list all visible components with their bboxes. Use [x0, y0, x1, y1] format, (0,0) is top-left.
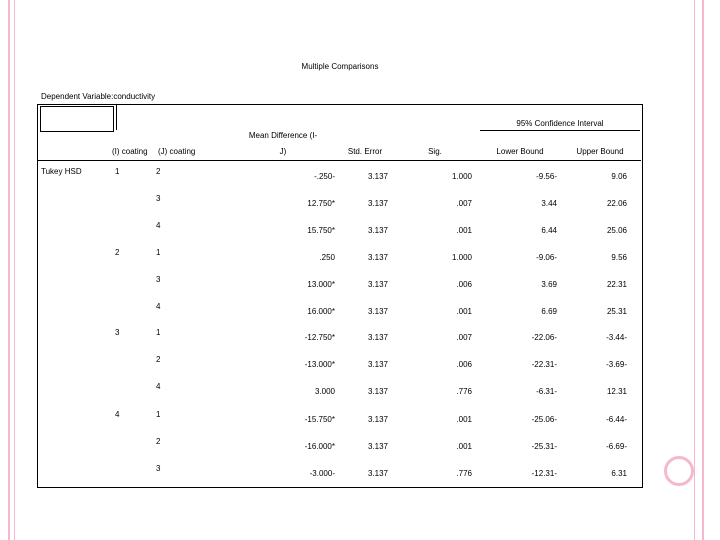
cell-ub: 9.06 — [611, 172, 627, 181]
cell-ub: 9.56 — [611, 253, 627, 262]
cell-ub: -6.69- — [606, 442, 627, 451]
cell-md: 16.000* — [307, 307, 335, 316]
cell-ub: 22.31 — [606, 280, 627, 289]
header-mean-diff-2: J) — [279, 147, 287, 156]
cell-ub: -6.44- — [606, 415, 627, 424]
cell-ub: 6.31 — [611, 469, 627, 478]
j-coating-value: 4 — [156, 382, 161, 391]
header-upper-bound: Upper Bound — [576, 147, 624, 156]
cell-lb: -9.56- — [536, 172, 557, 181]
j-coating-value: 3 — [156, 194, 161, 203]
cell-se: 3.137 — [367, 280, 388, 289]
cell-md: -12.750* — [304, 333, 335, 342]
cell-sig: .776 — [456, 387, 472, 396]
cell-lb: 6.44 — [541, 226, 557, 235]
table-frame — [37, 104, 643, 488]
cell-ub: 12.31 — [606, 387, 627, 396]
cell-se: 3.137 — [367, 387, 388, 396]
cell-sig: 1.000 — [451, 253, 472, 262]
cell-ub: -3.44- — [606, 333, 627, 342]
cell-se: 3.137 — [367, 307, 388, 316]
header-divider — [116, 105, 117, 130]
header-ci: 95% Confidence Interval — [516, 119, 604, 128]
cell-lb: -25.31- — [531, 442, 557, 451]
method-label: Tukey HSD — [41, 167, 82, 176]
header-lower-bound: Lower Bound — [496, 147, 544, 156]
cell-ub: 22.06 — [606, 199, 627, 208]
cell-lb: -9.06- — [536, 253, 557, 262]
cell-sig: .776 — [456, 469, 472, 478]
frame-right-line-inner — [694, 0, 695, 540]
cell-sig: 1.000 — [451, 172, 472, 181]
header-j-coating: (J) coating — [158, 147, 196, 156]
cell-sig: .001 — [456, 415, 472, 424]
cell-sig: .006 — [456, 360, 472, 369]
header-sig: Sig. — [428, 147, 442, 156]
cell-lb: -25.06- — [531, 415, 557, 424]
j-coating-value: 3 — [156, 275, 161, 284]
frame-right-line-outer — [702, 0, 704, 540]
j-coating-value: 3 — [156, 464, 161, 473]
cell-se: 3.137 — [367, 469, 388, 478]
cell-md: 3.000 — [314, 387, 335, 396]
cell-sig: .001 — [456, 226, 472, 235]
cell-sig: .006 — [456, 280, 472, 289]
j-coating-value: 2 — [156, 167, 161, 176]
cell-ub: 25.06 — [606, 226, 627, 235]
j-coating-value: 2 — [156, 355, 161, 364]
cell-md: -16.000* — [304, 442, 335, 451]
dependent-variable: Dependent Variable:conductivity — [41, 92, 156, 101]
i-coating-value: 1 — [115, 167, 120, 176]
cell-se: 3.137 — [367, 253, 388, 262]
ci-underline — [480, 130, 640, 131]
cell-md: -.250- — [314, 172, 335, 181]
cell-sig: .001 — [456, 442, 472, 451]
cell-se: 3.137 — [367, 199, 388, 208]
cell-se: 3.137 — [367, 442, 388, 451]
j-coating-value: 1 — [156, 328, 161, 337]
cell-se: 3.137 — [367, 415, 388, 424]
cell-sig: .001 — [456, 307, 472, 316]
cell-md: -3.000- — [309, 469, 335, 478]
j-coating-value: 2 — [156, 437, 161, 446]
cell-md: .250 — [319, 253, 335, 262]
frame-left-line-outer — [8, 0, 10, 540]
cell-lb: -12.31- — [531, 469, 557, 478]
header-mean-diff-1: Mean Difference (I- — [248, 131, 318, 140]
cell-md: 12.750* — [307, 199, 335, 208]
cell-md: 15.750* — [307, 226, 335, 235]
cell-ub: 25.31 — [606, 307, 627, 316]
cell-sig: .007 — [456, 333, 472, 342]
header-i-coating: (I) coating — [112, 147, 148, 156]
cell-sig: .007 — [456, 199, 472, 208]
header-bottom-line — [38, 160, 641, 161]
table-title: Multiple Comparisons — [301, 62, 379, 71]
cell-lb: 3.69 — [541, 280, 557, 289]
frame-left-line-inner — [14, 0, 15, 540]
cell-ub: -3.69- — [606, 360, 627, 369]
cell-lb: 3.44 — [541, 199, 557, 208]
i-coating-value: 4 — [115, 410, 120, 419]
cell-md: -15.750* — [304, 415, 335, 424]
j-coating-value: 1 — [156, 248, 161, 257]
cell-se: 3.137 — [367, 172, 388, 181]
cell-lb: -6.31- — [536, 387, 557, 396]
cell-md: 13.000* — [307, 280, 335, 289]
cell-lb: -22.06- — [531, 333, 557, 342]
header-corner-box — [40, 106, 114, 132]
cell-se: 3.137 — [367, 333, 388, 342]
cell-md: -13.000* — [304, 360, 335, 369]
i-coating-value: 2 — [115, 248, 120, 257]
cell-lb: 6.69 — [541, 307, 557, 316]
cell-lb: -22.31- — [531, 360, 557, 369]
header-std-error: Std. Error — [347, 147, 383, 156]
j-coating-value: 1 — [156, 410, 161, 419]
cell-se: 3.137 — [367, 360, 388, 369]
i-coating-value: 3 — [115, 328, 120, 337]
decorative-circle — [664, 456, 694, 486]
cell-se: 3.137 — [367, 226, 388, 235]
j-coating-value: 4 — [156, 302, 161, 311]
j-coating-value: 4 — [156, 221, 161, 230]
